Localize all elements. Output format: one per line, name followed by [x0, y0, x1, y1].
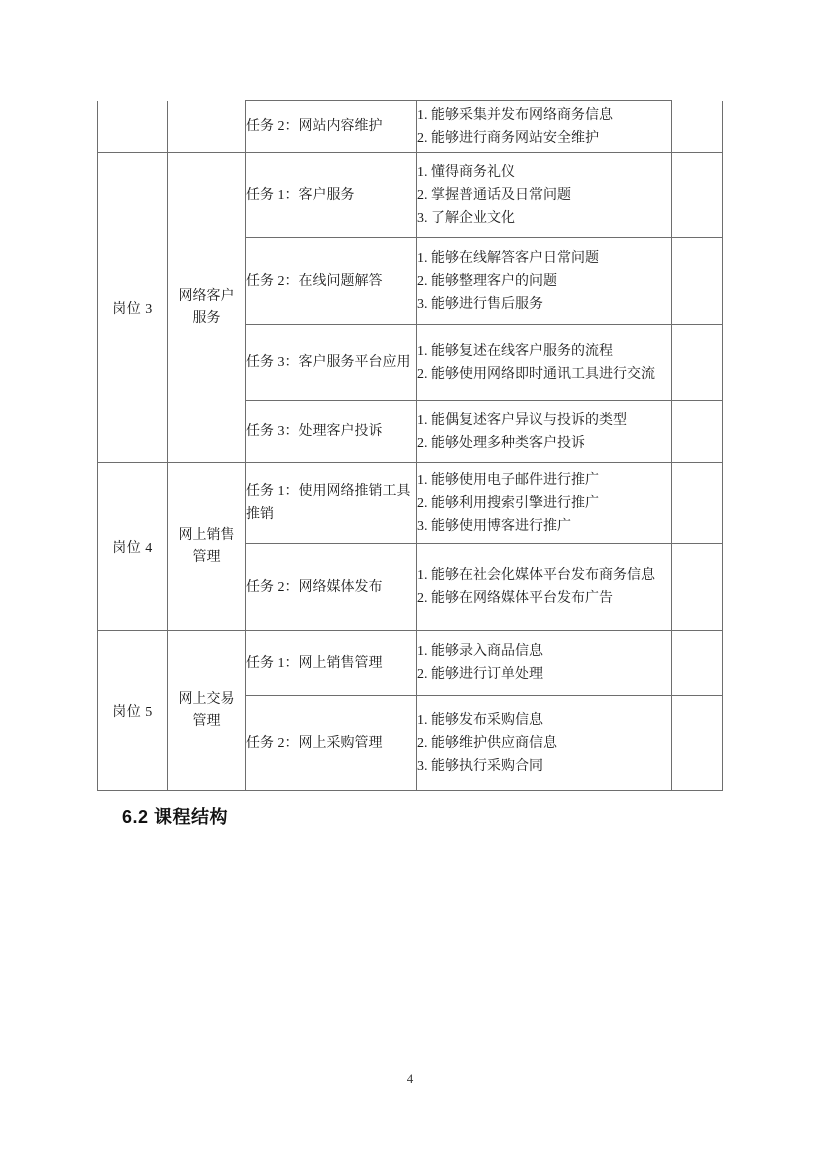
task-cell: 任务 1：客户服务 [246, 153, 417, 238]
evaluation-cell [672, 325, 723, 401]
evaluation-cell [672, 631, 723, 696]
skill-item: 2. 能够维护供应商信息 [417, 735, 557, 751]
skill-item: 3. 能够执行采购合同 [417, 758, 543, 774]
skill-item: 1. 能够采集并发布网络商务信息 [417, 107, 613, 123]
evaluation-cell [672, 544, 723, 631]
position-cell: 岗位 5 [98, 631, 168, 791]
skill-item: 3. 了解企业文化 [417, 210, 515, 226]
table-row [98, 153, 723, 238]
table-row [98, 463, 723, 544]
skill-item: 2. 能够进行商务网站安全维护 [417, 130, 599, 146]
skills-cell [417, 153, 672, 238]
task-cell: 任务 1：使用网络推销工具推销 [246, 463, 417, 544]
name-cell-continued [168, 101, 246, 153]
evaluation-cell [672, 696, 723, 791]
name-cell [168, 153, 246, 463]
skills-cell [417, 463, 672, 544]
task-cell: 任务 2：在线问题解答 [246, 238, 417, 325]
skill-item: 1. 能偶复述客户异议与投诉的类型 [417, 412, 627, 428]
table-row [98, 631, 723, 696]
skills-cell [417, 238, 672, 325]
skill-item: 2. 能够整理客户的问题 [417, 273, 557, 289]
position-cell: 岗位 3 [98, 153, 168, 463]
skill-item: 2. 能够进行订单处理 [417, 667, 543, 682]
skill-item: 1. 能够使用电子邮件进行推广 [417, 472, 599, 488]
skills-cell [417, 401, 672, 463]
name-cell [168, 631, 246, 791]
position-cell-continued [98, 101, 168, 153]
skill-item: 1. 能够复述在线客户服务的流程 [417, 343, 613, 359]
evaluation-cell [672, 101, 723, 153]
skills-cell [417, 631, 672, 696]
evaluation-cell [672, 401, 723, 463]
skill-item: 1. 能够发布采购信息 [417, 712, 543, 728]
position-name-line: 网上交易 [178, 691, 235, 707]
skill-item: 1. 懂得商务礼仪 [417, 164, 515, 180]
position-name-line: 服务 [192, 310, 221, 326]
skills-cell [417, 696, 672, 791]
section-heading: 6.2 课程结构 [122, 807, 229, 827]
skills-cell [417, 101, 672, 153]
skill-item: 1. 能够录入商品信息 [417, 644, 543, 659]
skill-item: 1. 能够在线解答客户日常问题 [417, 250, 599, 266]
position-cell: 岗位 4 [98, 463, 168, 631]
skills-cell [417, 325, 672, 401]
evaluation-cell [672, 463, 723, 544]
skills-cell [417, 544, 672, 631]
position-name-line: 管理 [192, 549, 221, 565]
job-skills-table [97, 100, 723, 791]
task-cell: 任务 1：网上销售管理 [246, 631, 417, 696]
page-number: 4 [406, 1071, 414, 1086]
evaluation-cell [672, 238, 723, 325]
position-name-line: 管理 [192, 713, 221, 729]
skill-item: 2. 掌握普通话及日常问题 [417, 187, 571, 203]
evaluation-cell [672, 153, 723, 238]
skill-item: 2. 能够利用搜索引擎进行推广 [417, 495, 599, 511]
task-cell: 任务 2：网上采购管理 [246, 696, 417, 791]
skill-item: 2. 能够处理多种类客户投诉 [417, 435, 585, 451]
skill-item: 3. 能够使用博客进行推广 [417, 518, 571, 534]
position-name-line: 网络客户 [178, 288, 235, 304]
skill-item: 2. 能够在网络媒体平台发布广告 [417, 591, 613, 606]
position-name-line: 网上销售 [178, 527, 235, 543]
skill-item: 2. 能够使用网络即时通讯工具进行交流 [417, 366, 655, 382]
name-cell [168, 463, 246, 631]
task-cell: 任务 3：处理客户投诉 [246, 401, 417, 463]
task-cell: 任务 3：客户服务平台应用 [246, 325, 417, 401]
skill-item: 3. 能够进行售后服务 [417, 296, 543, 312]
skill-item: 1. 能够在社会化媒体平台发布商务信息 [417, 568, 655, 583]
table-row [98, 101, 723, 153]
task-cell: 任务 2：网络媒体发布 [246, 544, 417, 631]
task-cell: 任务 2：网站内容维护 [246, 101, 417, 153]
